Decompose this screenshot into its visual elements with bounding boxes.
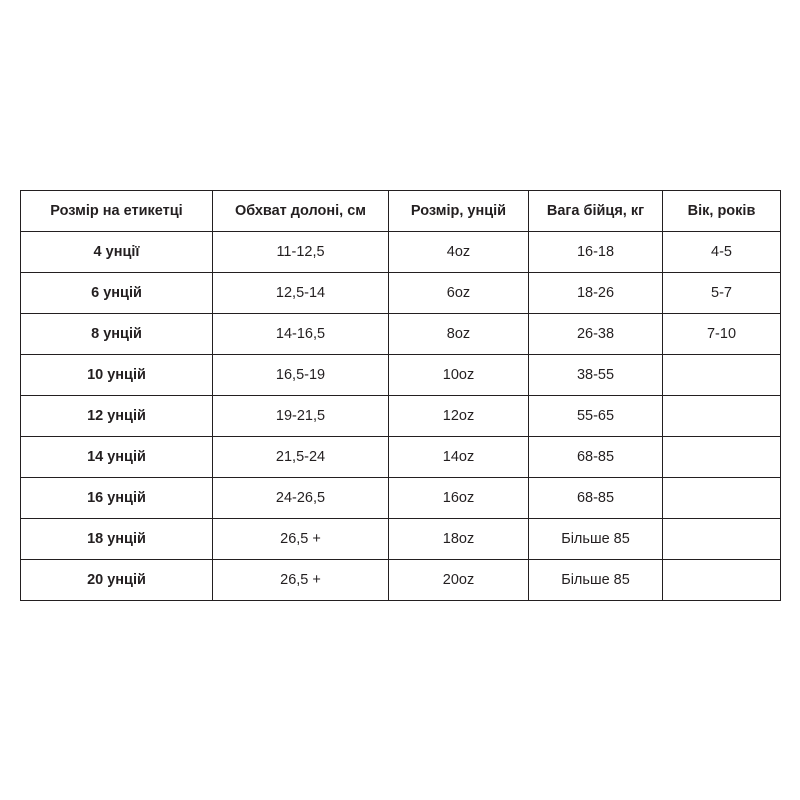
table-header — [21, 191, 781, 232]
table-row — [21, 478, 781, 519]
cell-fighter-weight: 68-85 — [529, 437, 663, 478]
cell-palm-circumference: 11-12,5 — [213, 232, 389, 273]
cell-age: 5-7 — [663, 273, 781, 314]
size-chart-table — [20, 190, 781, 601]
cell-label-size: 6 унцій — [21, 273, 213, 314]
cell-size-ounces: 4oz — [389, 232, 529, 273]
table-row — [21, 396, 781, 437]
cell-label-size: 16 унцій — [21, 478, 213, 519]
cell-label-size: 18 унцій — [21, 519, 213, 560]
cell-age — [663, 396, 781, 437]
cell-size-ounces: 12oz — [389, 396, 529, 437]
column-header-size-ounces: Розмір, унцій — [389, 191, 529, 232]
cell-fighter-weight: 16-18 — [529, 232, 663, 273]
cell-size-ounces: 14oz — [389, 437, 529, 478]
cell-age — [663, 478, 781, 519]
cell-age — [663, 355, 781, 396]
cell-fighter-weight: Більше 85 — [529, 519, 663, 560]
cell-label-size: 8 унцій — [21, 314, 213, 355]
column-header-label-size: Розмір на етикетці — [21, 191, 213, 232]
cell-palm-circumference: 24-26,5 — [213, 478, 389, 519]
table-row — [21, 314, 781, 355]
cell-palm-circumference: 26,5 + — [213, 519, 389, 560]
cell-label-size: 10 унцій — [21, 355, 213, 396]
cell-label-size: 4 унції — [21, 232, 213, 273]
cell-fighter-weight: 26-38 — [529, 314, 663, 355]
cell-age: 4-5 — [663, 232, 781, 273]
cell-size-ounces: 18oz — [389, 519, 529, 560]
cell-size-ounces: 20oz — [389, 560, 529, 601]
cell-size-ounces: 6oz — [389, 273, 529, 314]
cell-age — [663, 560, 781, 601]
cell-palm-circumference: 26,5 + — [213, 560, 389, 601]
column-header-fighter-weight: Вага бійця, кг — [529, 191, 663, 232]
cell-fighter-weight: 68-85 — [529, 478, 663, 519]
cell-size-ounces: 10oz — [389, 355, 529, 396]
cell-palm-circumference: 14-16,5 — [213, 314, 389, 355]
table-row — [21, 273, 781, 314]
cell-palm-circumference: 19-21,5 — [213, 396, 389, 437]
cell-fighter-weight: 55-65 — [529, 396, 663, 437]
cell-label-size: 20 унцій — [21, 560, 213, 601]
cell-age — [663, 519, 781, 560]
table-row — [21, 355, 781, 396]
cell-fighter-weight: 18-26 — [529, 273, 663, 314]
cell-size-ounces: 8oz — [389, 314, 529, 355]
cell-fighter-weight: Більше 85 — [529, 560, 663, 601]
table-row — [21, 519, 781, 560]
cell-size-ounces: 16oz — [389, 478, 529, 519]
cell-age: 7-10 — [663, 314, 781, 355]
table-header-row — [21, 191, 781, 232]
cell-palm-circumference: 21,5-24 — [213, 437, 389, 478]
table-row — [21, 437, 781, 478]
cell-label-size: 12 унцій — [21, 396, 213, 437]
column-header-palm-circumference: Обхват долоні, см — [213, 191, 389, 232]
cell-palm-circumference: 16,5-19 — [213, 355, 389, 396]
table-row — [21, 232, 781, 273]
column-header-age: Вік, років — [663, 191, 781, 232]
cell-age — [663, 437, 781, 478]
size-chart-container — [20, 190, 780, 601]
cell-palm-circumference: 12,5-14 — [213, 273, 389, 314]
cell-label-size: 14 унцій — [21, 437, 213, 478]
table-body — [21, 232, 781, 601]
table-row — [21, 560, 781, 601]
cell-fighter-weight: 38-55 — [529, 355, 663, 396]
